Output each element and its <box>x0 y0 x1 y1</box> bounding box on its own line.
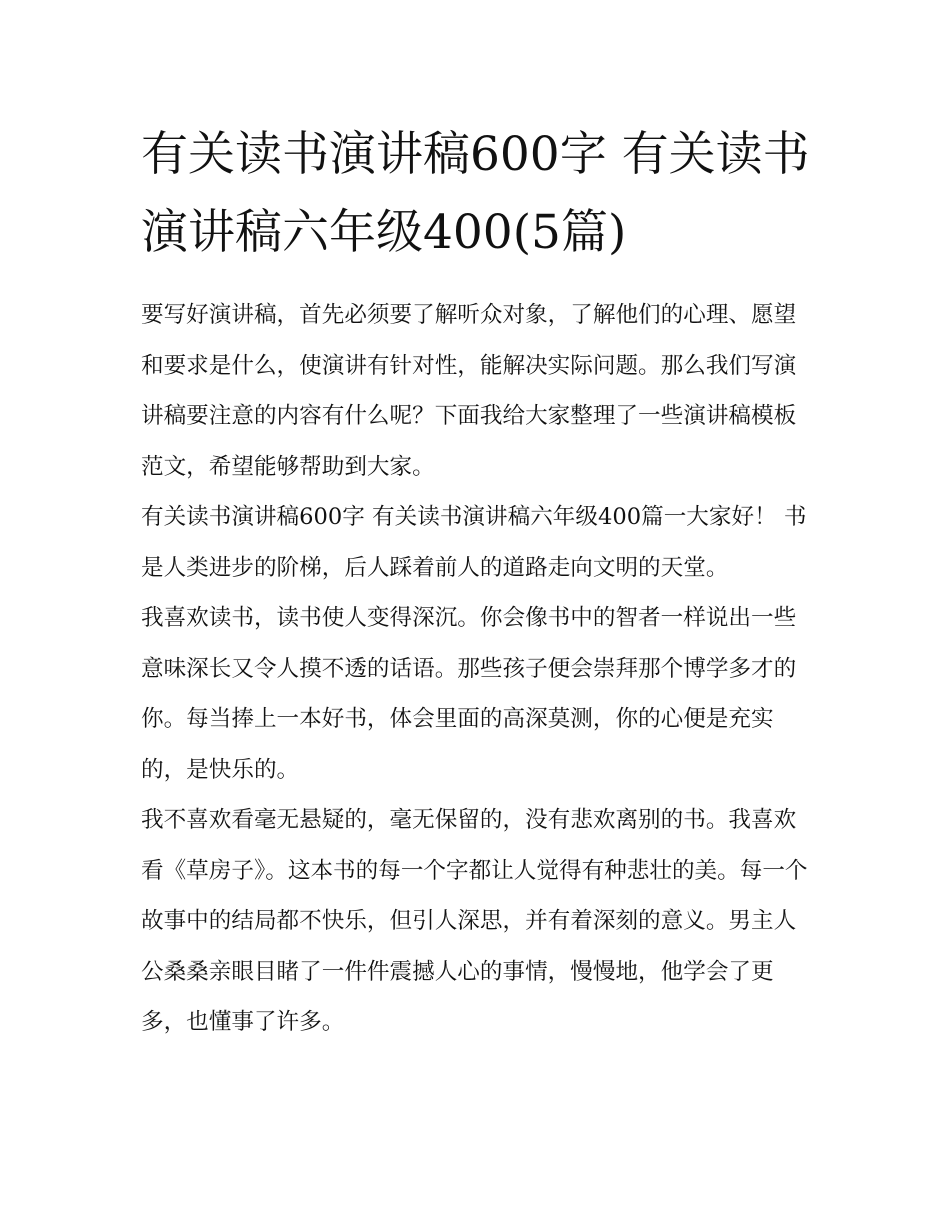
paragraph-reading-benefit: 我喜欢读书，读书使人变得深沉。你会像书中的智者一样说出一些意味深长又令人摸不透的话语。那些孩子便会崇拜那个博学多才的你。每当捧上一本好书，体会里面的高深莫测，你的心便是充实的，是快乐的。 <box>141 605 797 783</box>
document-title: 有关读书演讲稿600字 有关读书演讲稿六年级400(5篇) <box>141 127 810 260</box>
paragraph-opening: 有关读书演讲稿600字 有关读书演讲稿六年级400篇一大家好！ 书是人类进步的阶梯，后人踩着前人的道路走向文明的天堂。 <box>141 504 807 581</box>
document-page <box>141 116 813 1048</box>
paragraph-intro: 要写好演讲稿，首先必须要了解听众对象，了解他们的心理、愿望和要求是什么，使演讲有针对性，能解决实际问题。那么我们写演讲稿要注意的内容有什么呢？下面我给大家整理了一些演讲稿模板范文，希望能够帮助到大家。 <box>141 302 797 480</box>
paragraph-favorite-book: 我不喜欢看毫无悬疑的，毫无保留的，没有悲欢离别的书。我喜欢看《草房子》。这本书的每一个字都让人觉得有种悲壮的美。每一个故事中的结局都不快乐，但引人深思，并有着深刻的意义。男主人公桑桑亲眼目睹了一件件震撼人心的事情，慢慢地，他学会了更多，也懂事了许多。 <box>141 807 808 1035</box>
